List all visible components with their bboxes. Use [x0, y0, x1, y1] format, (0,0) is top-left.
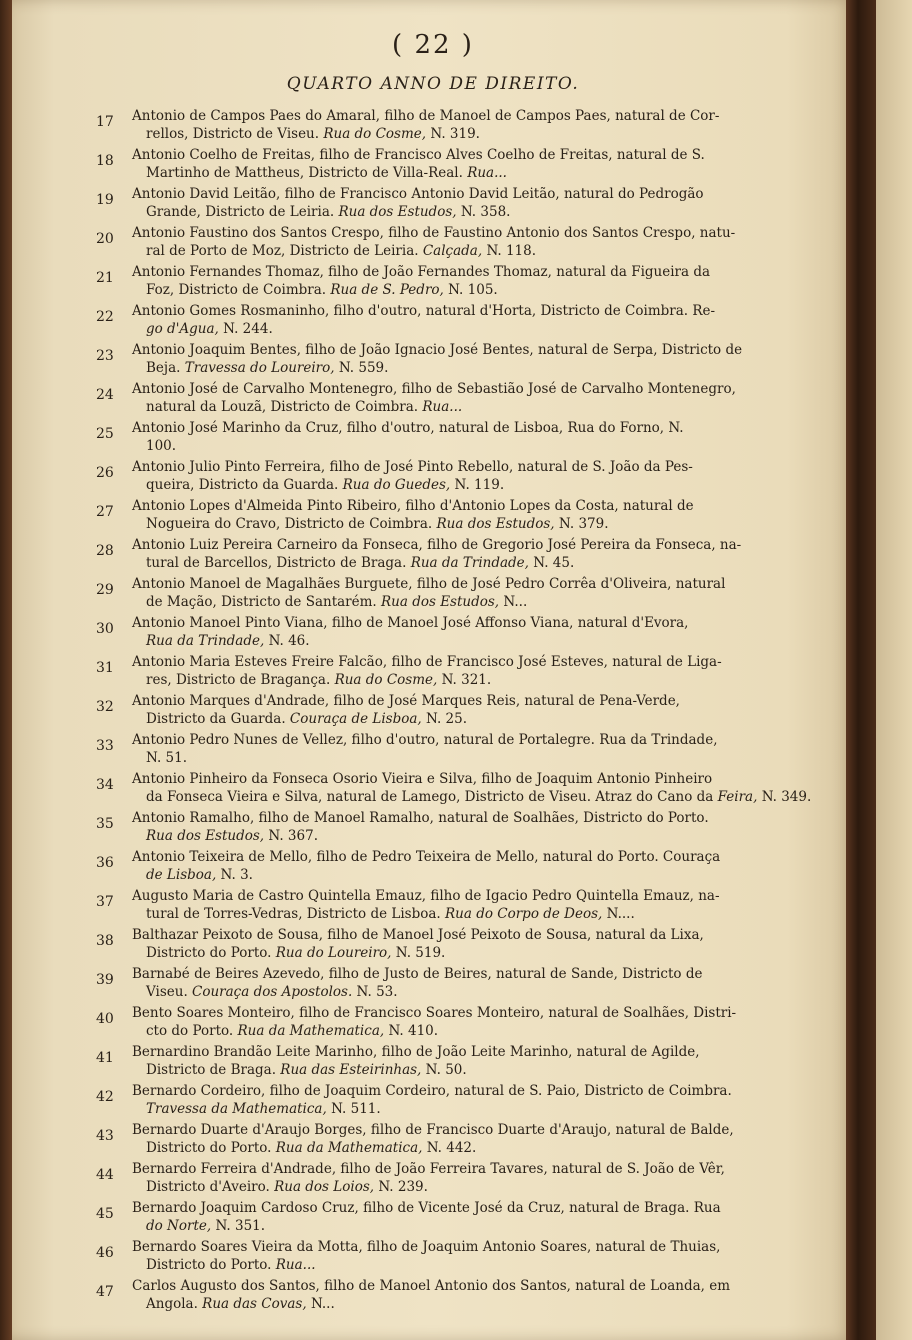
entry-address: Rua de S. Pedro,	[330, 282, 444, 298]
entry-house-number: N. 118.	[486, 243, 537, 259]
entry-house-number: N. 239.	[378, 1179, 428, 1195]
entry-origin: Districto do Porto.	[146, 1140, 272, 1156]
list-item	[12, 1080, 854, 1119]
entry-number: 43	[96, 1128, 114, 1144]
entry-address: do Norte,	[146, 1218, 212, 1234]
entry-origin: tural de Torres-Vedras, Districto de Lisboa.	[146, 906, 441, 922]
entry-address: Rua do Corpo de Deos,	[445, 906, 603, 922]
list-item	[12, 222, 854, 261]
entry-origin: da Fonseca Vieira e Silva, natural de Lamego, Districto de Viseu. Atraz do Cano da	[146, 789, 714, 805]
entry-address: Rua...	[467, 165, 507, 181]
entry-address: Rua...	[422, 399, 463, 415]
entry-house-number: N. 351.	[215, 1218, 266, 1234]
entry-address: Calçada,	[422, 243, 483, 259]
entry-line-1: Bernardo Cordeiro, filho de Joaquim Cordeiro, natural de S. Paio, Districto de Coimbra.	[132, 1083, 732, 1099]
entry-text	[132, 419, 794, 455]
entry-origin: Grande, Districto de Leiria.	[146, 204, 335, 220]
entry-line-2	[132, 1100, 794, 1118]
entry-line-1: Antonio Maria Esteves Freire Falcão, filho de Francisco José Esteves, natural de Liga-	[132, 654, 722, 670]
entry-text	[132, 692, 794, 728]
entry-line-2	[132, 593, 794, 611]
entry-text	[132, 458, 794, 494]
list-item	[12, 729, 854, 768]
book-gutter	[846, 0, 876, 1340]
entry-line-1: Antonio Manoel Pinto Viana, filho de Manoel José Affonso Viana, natural d'Evora,	[132, 615, 689, 631]
entry-house-number: N. 319.	[430, 126, 480, 142]
entry-line-2	[132, 905, 794, 923]
list-item	[12, 846, 854, 885]
entry-house-number: N. 511.	[331, 1101, 381, 1117]
list-item	[12, 300, 854, 339]
entry-origin: N. 51.	[146, 750, 188, 766]
entry-line-2	[132, 359, 794, 377]
entry-line-1: Carlos Augusto dos Santos, filho de Manoel Antonio dos Santos, natural de Loanda, em	[132, 1278, 731, 1294]
entry-text	[132, 302, 794, 338]
entry-line-1: Antonio Julio Pinto Ferreira, filho de José Pinto Rebello, natural de S. João da Pes-	[132, 459, 693, 475]
entry-address: Rua dos Loios,	[274, 1179, 375, 1195]
list-item	[12, 924, 854, 963]
entry-text	[132, 575, 794, 611]
entry-line-2	[132, 515, 794, 533]
entry-address: de Lisboa,	[146, 867, 217, 883]
entry-text	[132, 1121, 794, 1157]
entry-origin: Nogueira do Cravo, Districto de Coimbra.	[146, 516, 433, 532]
entry-line-2	[132, 398, 794, 416]
list-item	[12, 261, 854, 300]
entry-text	[132, 1082, 794, 1118]
entry-address: Rua da Trindade,	[410, 555, 529, 571]
entry-origin: Angola.	[146, 1296, 198, 1312]
entry-line-1: Bernardino Brandão Leite Marinho, filho de João Leite Marinho, natural de Agilde,	[132, 1044, 700, 1060]
entry-number: 45	[96, 1206, 114, 1222]
entry-line-1: Antonio Luiz Pereira Carneiro da Fonseca, filho de Gregorio José Pereira da Fonseca, na-	[132, 537, 742, 553]
entry-line-1: Antonio Gomes Rosmaninho, filho d'outro, natural d'Horta, Districto de Coimbra. Re-	[132, 303, 716, 319]
entry-number: 40	[96, 1011, 114, 1027]
entry-line-1: Antonio Coelho de Freitas, filho de Francisco Alves Coelho de Freitas, natural de S.	[132, 147, 705, 163]
entry-line-1: Balthazar Peixoto de Sousa, filho de Manoel José Peixoto de Sousa, natural da Lixa,	[132, 927, 704, 943]
page-number: ( 22 )	[392, 30, 474, 60]
entry-number: 21	[96, 270, 114, 286]
entry-line-2	[132, 1061, 794, 1079]
list-item	[12, 534, 854, 573]
entry-text	[132, 965, 794, 1001]
entry-house-number: N. 442.	[426, 1140, 477, 1156]
entry-house-number: N. 45.	[533, 555, 575, 571]
entry-house-number: N. 358.	[460, 204, 511, 220]
entry-line-2	[132, 164, 794, 182]
entry-line-2	[132, 632, 794, 650]
list-item	[12, 183, 854, 222]
list-item	[12, 144, 854, 183]
entry-number: 26	[96, 465, 114, 481]
entry-line-1: Bernardo Soares Vieira da Motta, filho de Joaquim Antonio Soares, natural de Thuias,	[132, 1239, 721, 1255]
entry-address: Travessa do Loureiro,	[184, 360, 335, 376]
entry-line-2	[132, 1295, 794, 1313]
list-item	[12, 807, 854, 846]
entry-line-1: Augusto Maria de Castro Quintella Emauz, filho de Igacio Pedro Quintella Emauz, na-	[132, 888, 720, 904]
entry-line-1: Bernardo Duarte d'Araujo Borges, filho de Francisco Duarte d'Araujo, natural de Balde,	[132, 1122, 734, 1138]
entry-line-1: Antonio Joaquim Bentes, filho de João Ignacio José Bentes, natural de Serpa, Districto de	[132, 342, 743, 358]
entry-house-number: N. 244.	[223, 321, 273, 337]
entry-text	[132, 1160, 794, 1196]
entry-text	[132, 1043, 794, 1079]
list-item	[12, 1002, 854, 1041]
entry-address: Rua dos Estudos,	[436, 516, 555, 532]
entry-text	[132, 614, 794, 650]
entry-number: 22	[96, 309, 114, 325]
list-item	[12, 768, 854, 807]
entry-address: Couraça de Lisboa,	[289, 711, 422, 727]
list-item	[12, 1197, 854, 1236]
entry-line-2	[132, 1178, 794, 1196]
entry-number: 47	[96, 1284, 114, 1300]
entry-address: Couraça dos Apostolos.	[192, 984, 353, 1000]
entry-line-2	[132, 125, 794, 143]
entry-origin: Districto do Porto.	[146, 1257, 272, 1273]
entry-line-1: Antonio Manoel de Magalhães Burguete, filho de José Pedro Corrêa d'Oliveira, natural	[132, 576, 726, 592]
entry-address: Rua do Guedes,	[342, 477, 451, 493]
entry-number: 24	[96, 387, 114, 403]
entry-number: 41	[96, 1050, 114, 1066]
right-page-edge	[876, 0, 912, 1340]
entry-line-2	[132, 749, 794, 767]
entry-house-number: N....	[606, 906, 635, 922]
list-item	[12, 963, 854, 1002]
entry-text	[132, 341, 794, 377]
entry-line-1: Antonio José Marinho da Cruz, filho d'outro, natural de Lisboa, Rua do Forno, N.	[132, 420, 684, 436]
entry-number: 42	[96, 1089, 114, 1105]
entry-house-number: N...	[310, 1296, 335, 1312]
entry-text	[132, 536, 794, 572]
entry-house-number: N. 3.	[220, 867, 253, 883]
entry-origin: tural de Barcellos, Districto de Braga.	[146, 555, 407, 571]
entry-origin: 100.	[146, 438, 177, 454]
entry-origin: res, Districto de Bragança.	[146, 672, 331, 688]
entry-origin: Viseu.	[146, 984, 188, 1000]
entry-number: 37	[96, 894, 114, 910]
entry-house-number: N. 50.	[425, 1062, 467, 1078]
entry-number: 28	[96, 543, 114, 559]
entry-address: Rua das Covas,	[202, 1296, 307, 1312]
entry-text	[132, 1277, 794, 1313]
entry-origin: rellos, Districto de Viseu.	[146, 126, 320, 142]
entry-line-1: Antonio Pinheiro da Fonseca Osorio Vieira e Silva, filho de Joaquim Antonio Pinheiro	[132, 771, 713, 787]
entry-line-2	[132, 827, 794, 845]
entry-address: Rua das Esteirinhas,	[280, 1062, 422, 1078]
entry-number: 17	[96, 114, 114, 130]
entry-number: 27	[96, 504, 114, 520]
list-item	[12, 1119, 854, 1158]
entry-number: 20	[96, 231, 114, 247]
entry-line-1: Bento Soares Monteiro, filho de Francisco Soares Monteiro, natural de Soalhães, Distri-	[132, 1005, 737, 1021]
entry-line-2	[132, 1139, 794, 1157]
entry-house-number: N. 53.	[356, 984, 398, 1000]
entry-line-2	[132, 554, 794, 572]
entry-address: Rua da Mathematica,	[275, 1140, 423, 1156]
list-item	[12, 378, 854, 417]
entry-line-2	[132, 1256, 794, 1274]
entry-text	[132, 224, 794, 260]
list-item	[12, 1041, 854, 1080]
entry-house-number: N. 105.	[448, 282, 498, 298]
list-item	[12, 495, 854, 534]
entry-line-2	[132, 320, 794, 338]
entry-address: Rua do Loureiro,	[275, 945, 392, 961]
entry-address: Rua dos Estudos,	[338, 204, 457, 220]
entry-line-1: Antonio Teixeira de Mello, filho de Pedro Teixeira de Mello, natural do Porto. Couraça	[132, 849, 721, 865]
entry-number: 29	[96, 582, 114, 598]
entry-line-2	[132, 1022, 794, 1040]
entry-number: 35	[96, 816, 114, 832]
entry-text	[132, 1238, 794, 1274]
entry-line-1: Bernardo Ferreira d'Andrade, filho de João Ferreira Tavares, natural de S. João de Vêr,	[132, 1161, 725, 1177]
entry-line-2	[132, 788, 812, 806]
list-item	[12, 885, 854, 924]
entry-line-2	[132, 944, 794, 962]
list-item	[12, 339, 854, 378]
entry-text	[132, 653, 794, 689]
entry-line-2	[132, 242, 794, 260]
entry-number: 38	[96, 933, 114, 949]
entry-text	[132, 848, 794, 884]
list-item	[12, 690, 854, 729]
entry-text	[132, 809, 794, 845]
entry-text	[132, 263, 794, 299]
entry-number: 46	[96, 1245, 114, 1261]
entry-line-2	[132, 983, 794, 1001]
entry-origin: Districto d'Aveiro.	[146, 1179, 270, 1195]
entry-line-1: Antonio Pedro Nunes de Vellez, filho d'outro, natural de Portalegre. Rua da Trindade,	[132, 732, 718, 748]
entry-text	[132, 926, 794, 962]
entry-house-number: N. 349.	[761, 789, 812, 805]
entry-origin: Beja.	[146, 360, 181, 376]
entry-line-2	[132, 710, 794, 728]
entry-origin: ral de Porto de Moz, Districto de Leiria.	[146, 243, 419, 259]
entry-line-2	[132, 281, 794, 299]
entry-line-1: Antonio David Leitão, filho de Francisco Antonio David Leitão, natural do Pedrogão	[132, 186, 704, 202]
entry-number: 30	[96, 621, 114, 637]
entry-house-number: N. 410.	[388, 1023, 439, 1039]
list-item	[12, 612, 854, 651]
entry-house-number: N. 559.	[338, 360, 389, 376]
entry-text	[132, 146, 794, 182]
entry-text	[132, 731, 794, 767]
entry-number: 39	[96, 972, 114, 988]
entry-origin: Martinho de Mattheus, Districto de Villa-Real.	[146, 165, 463, 181]
entry-number: 44	[96, 1167, 114, 1183]
entry-house-number: N. 367.	[268, 828, 318, 844]
entry-line-2	[132, 203, 794, 221]
entry-line-1: Antonio Faustino dos Santos Crespo, filho de Faustino Antonio dos Santos Crespo, natu-	[132, 225, 736, 241]
entry-line-1: Antonio Ramalho, filho de Manoel Ramalho, natural de Soalhães, Districto do Porto.	[132, 810, 709, 826]
list-item	[12, 1275, 854, 1314]
entry-number: 23	[96, 348, 114, 364]
entry-text	[132, 107, 794, 143]
entry-line-1: Antonio Marques d'Andrade, filho de José Marques Reis, natural de Pena-Verde,	[132, 693, 680, 709]
entry-number: 36	[96, 855, 114, 871]
entry-number: 31	[96, 660, 114, 676]
entry-number: 25	[96, 426, 114, 442]
entry-line-1: Antonio Fernandes Thomaz, filho de João Fernandes Thomaz, natural da Figueira da	[132, 264, 711, 280]
entry-text	[132, 380, 794, 416]
entry-text	[132, 887, 794, 923]
entry-line-2	[132, 1217, 794, 1235]
entry-text	[132, 497, 794, 533]
entry-address: Travessa da Mathematica,	[146, 1101, 327, 1117]
entry-line-1: Antonio de Campos Paes do Amaral, filho de Manoel de Campos Paes, natural de Cor-	[132, 108, 720, 124]
entry-origin: Foz, Districto de Coimbra.	[146, 282, 327, 298]
entry-origin: Districto da Guarda.	[146, 711, 286, 727]
entry-address: Rua do Cosme,	[323, 126, 427, 142]
entry-line-1: Bernardo Joaquim Cardoso Cruz, filho de Vicente José da Cruz, natural de Braga. Rua	[132, 1200, 721, 1216]
list-item	[12, 417, 854, 456]
entry-address: Rua da Mathematica,	[237, 1023, 385, 1039]
page-title: QUARTO ANNO DE DIREITO.	[286, 74, 580, 94]
entry-text	[132, 770, 812, 806]
entry-address: Rua da Trindade,	[146, 633, 265, 649]
book-page	[12, 0, 854, 1340]
list-item	[12, 456, 854, 495]
entry-address: Rua dos Estudos,	[146, 828, 265, 844]
list-item	[12, 105, 854, 144]
entry-number: 34	[96, 777, 114, 793]
entry-line-2	[132, 437, 794, 455]
list-item	[12, 1158, 854, 1197]
entry-text	[132, 1004, 794, 1040]
student-list	[12, 105, 854, 1314]
entry-number: 19	[96, 192, 114, 208]
entry-house-number: N. 46.	[268, 633, 310, 649]
entry-house-number: N. 25.	[426, 711, 468, 727]
list-item	[12, 573, 854, 612]
entry-origin: Districto do Porto.	[146, 945, 272, 961]
entry-origin: natural da Louzã, Districto de Coimbra.	[146, 399, 419, 415]
entry-origin: de Mação, Districto de Santarém.	[146, 594, 377, 610]
entry-address: Rua do Cosme,	[334, 672, 438, 688]
entry-line-2	[132, 866, 794, 884]
entry-address: go d'Agua,	[146, 321, 219, 337]
entry-line-1: Antonio José de Carvalho Montenegro, filho de Sebastião José de Carvalho Montenegro,	[132, 381, 736, 397]
entry-house-number: N. 519.	[395, 945, 446, 961]
entry-origin: queira, Districto da Guarda.	[146, 477, 339, 493]
entry-address: Feira,	[717, 789, 758, 805]
entry-address: Rua dos Estudos,	[381, 594, 500, 610]
list-item	[12, 651, 854, 690]
entry-origin: Districto de Braga.	[146, 1062, 276, 1078]
entry-address: Rua...	[275, 1257, 316, 1273]
entry-number: 33	[96, 738, 114, 754]
entry-house-number: N. 379.	[558, 516, 609, 532]
entry-line-2	[132, 671, 794, 689]
entry-house-number: N. 119.	[454, 477, 505, 493]
entry-number: 32	[96, 699, 114, 715]
entry-house-number: N...	[503, 594, 528, 610]
entry-line-1: Antonio Lopes d'Almeida Pinto Ribeiro, filho d'Antonio Lopes da Costa, natural de	[132, 498, 694, 514]
entry-origin: cto do Porto.	[146, 1023, 234, 1039]
entry-house-number: N. 321.	[441, 672, 492, 688]
entry-line-1: Barnabé de Beires Azevedo, filho de Justo de Beires, natural de Sande, Districto de	[132, 966, 703, 982]
entry-text	[132, 185, 794, 221]
entry-line-2	[132, 476, 794, 494]
entry-number: 18	[96, 153, 114, 169]
entry-text	[132, 1199, 794, 1235]
list-item	[12, 1236, 854, 1275]
